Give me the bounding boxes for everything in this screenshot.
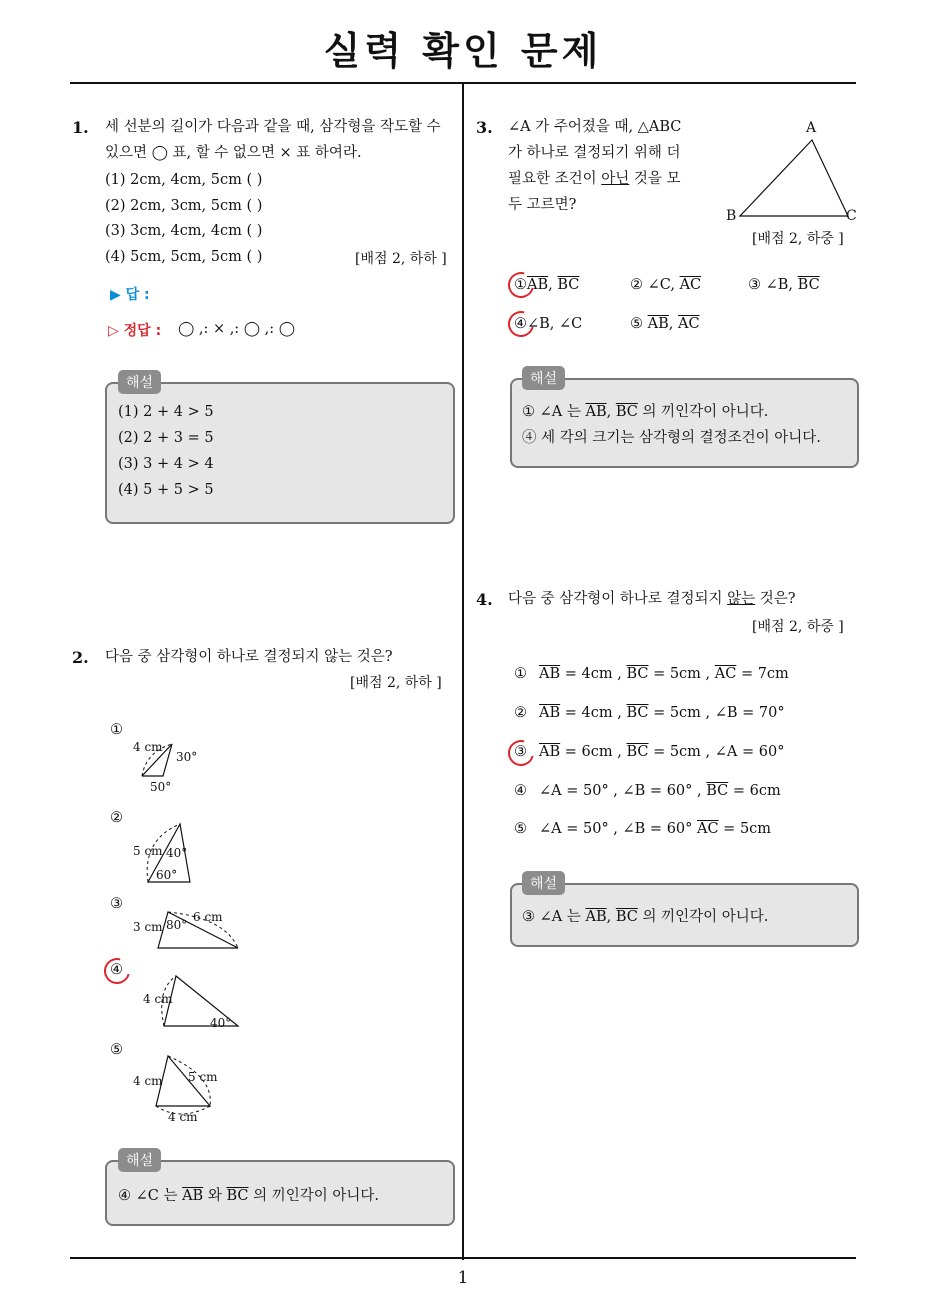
option-number: ⑤ <box>110 1042 123 1058</box>
correct-answer-label: ▷ 정답 : <box>108 323 162 339</box>
explanation-line: ④ ∠C 는 $\overline{AB}$ 와 $\overline{BC}$ 의 끼인각이 아니다. <box>118 1188 379 1204</box>
question-text: 필요한 조건이 아닌 것을 모 <box>508 171 681 187</box>
question-text: 두 고르면? <box>508 197 577 213</box>
question-number: 4. <box>476 590 493 609</box>
figure-label: 6 cm <box>193 910 223 924</box>
question-text: 다음 중 삼각형이 하나로 결정되지 않는 것은? <box>508 591 796 607</box>
figure-label: 4 cm <box>133 740 163 754</box>
score-label: [배점 2, 하하 ] <box>355 251 447 267</box>
correct-answer-value: ◯ ,: × ,: ◯ ,: ◯ <box>178 321 295 337</box>
explanation-box <box>510 378 859 468</box>
figure-label: 4 cm <box>143 992 173 1006</box>
answer-label: ▶ 답 : <box>110 287 150 303</box>
option-number: ① <box>110 722 123 738</box>
selected-answer-mark <box>503 735 539 771</box>
figure-label: 60° <box>156 868 178 882</box>
explanation-tag: 해설 <box>118 370 161 394</box>
question-text: ∠A 가 주어졌을 때, △ABC <box>508 119 682 135</box>
option-5: ⑤ ∠A = 50° , ∠B = 60° $\overline{AC} = 5cm$ <box>514 821 772 837</box>
score-label: [배점 2, 하중 ] <box>752 231 844 247</box>
figure-label: 3 cm <box>133 920 163 934</box>
option-3: ③ $\overline{AB} = 6cm$ , $\overline{BC} = 5cm$ , ∠A = 60° <box>514 744 785 760</box>
explanation-line: (2) 2 + 3 = 5 <box>118 430 214 446</box>
figure-label: 40° <box>166 846 188 860</box>
explanation-tag: 해설 <box>522 871 565 895</box>
option-number: ④ <box>110 962 123 978</box>
figure-label: 30° <box>176 750 198 764</box>
triangle-figure-1 <box>0 0 200 120</box>
figure-label: 5 cm <box>133 844 163 858</box>
explanation-tag: 해설 <box>522 366 565 390</box>
figure-label: 4 cm <box>168 1110 198 1124</box>
question-number: 1. <box>72 118 89 137</box>
explanation-line: (1) 2 + 4 > 5 <box>118 404 214 420</box>
figure-label: 4 cm <box>133 1074 163 1088</box>
sub-item: (3) 3cm, 4cm, 4cm ( ) <box>105 223 263 239</box>
vertex-label: B <box>726 208 737 224</box>
explanation-line: (3) 3 + 4 > 4 <box>118 456 214 472</box>
score-label: [배점 2, 하중 ] <box>752 619 844 635</box>
question-number: 2. <box>72 648 89 667</box>
figure-label: 50° <box>150 780 172 794</box>
selected-answer-mark <box>99 953 135 989</box>
sub-item: (1) 2cm, 4cm, 5cm ( ) <box>105 172 263 188</box>
explanation-line: ④ 세 각의 크기는 삼각형의 결정조건이 아니다. <box>522 430 821 446</box>
column-divider <box>462 84 464 1260</box>
question-number: 3. <box>476 118 493 137</box>
option-number: ③ <box>110 896 123 912</box>
sub-item: (2) 2cm, 3cm, 5cm ( ) <box>105 198 263 214</box>
option-1: ① $\overline{AB} = 4cm$ , $\overline{BC} = 5cm$ , $\overline{AC} = 7cm$ <box>514 666 789 682</box>
question-text: 가 하나로 결정되기 위해 더 <box>508 145 681 161</box>
figure-label: 5 cm <box>188 1070 218 1084</box>
option-2: ② $\overline{AB} = 4cm$ , $\overline{BC} = 5cm$ , ∠B = 70° <box>514 705 785 721</box>
option-2: ② ∠C, $\overline{AC}$ <box>630 277 702 293</box>
option-4: ④∠B, ∠C <box>514 316 583 332</box>
score-label: [배점 2, 하하 ] <box>350 675 442 691</box>
option-5: ⑤ $\overline{AB}$, $\overline{AC}$ <box>630 316 700 332</box>
page-title: 실력 확인 문제 <box>323 29 603 73</box>
explanation-line: (4) 5 + 5 > 5 <box>118 482 214 498</box>
selected-answer-mark <box>503 267 539 303</box>
bottom-rule <box>70 1257 856 1259</box>
option-number: ② <box>110 810 123 826</box>
figure-label: 40° <box>210 1016 232 1030</box>
explanation-tag: 해설 <box>118 1148 161 1172</box>
sub-item: (4) 5cm, 5cm, 5cm ( ) <box>105 249 263 265</box>
option-4: ④ ∠A = 50° , ∠B = 60° , $\overline{BC} = 6cm$ <box>514 783 781 799</box>
selected-answer-mark <box>503 306 539 342</box>
question-text: 세 선분의 길이가 다음과 같을 때, 삼각형을 작도할 수 <box>105 119 441 135</box>
vertex-label: C <box>846 208 857 224</box>
option-3: ③ ∠B, $\overline{BC}$ <box>748 277 820 293</box>
question-text: 있으면 ◯ 표, 할 수 없으면 × 표 하여라. <box>105 145 362 161</box>
figure-label: 80° <box>166 918 188 932</box>
triangle-edges <box>740 140 848 216</box>
explanation-line: ③ ∠A 는 $\overline{AB}$, $\overline{BC}$ 의 끼인각이 아니다. <box>522 909 769 925</box>
question-text: 다음 중 삼각형이 하나로 결정되지 않는 것은? <box>105 649 393 665</box>
vertex-label: A <box>806 120 817 136</box>
triangle-abc-figure <box>0 0 10 10</box>
option-1: $①\overline{AB}$, $\overline{BC}$ <box>514 277 580 293</box>
page-number: 1 <box>457 1268 469 1288</box>
explanation-line: ① ∠A 는 $\overline{AB}$, $\overline{BC}$ 의 끼인각이 아니다. <box>522 404 769 420</box>
